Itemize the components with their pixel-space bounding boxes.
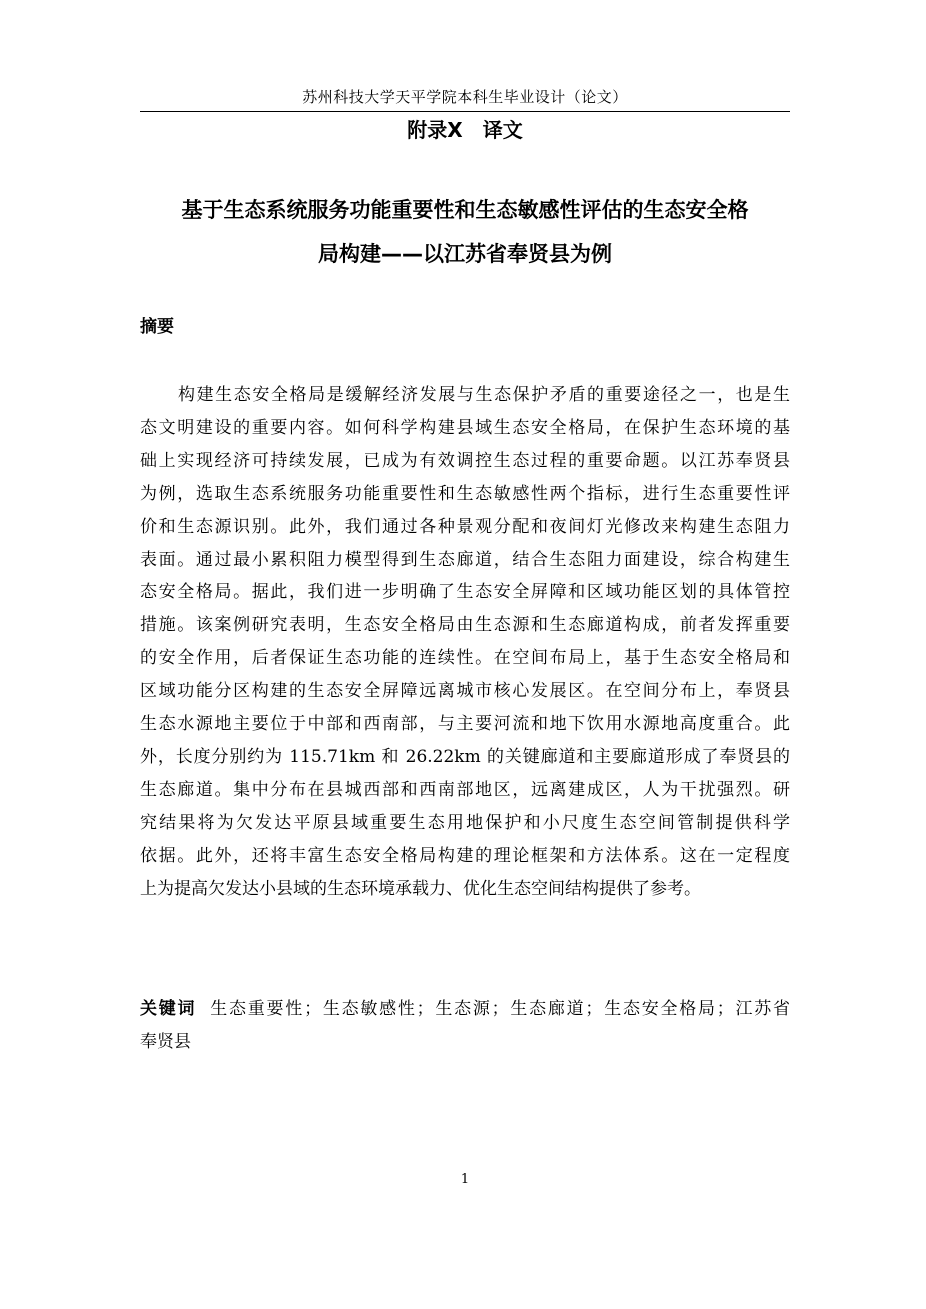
abstract-line: 上为提高欠发达小县域的生态环境承载力、优化生态空间结构提供了参考。 xyxy=(140,878,701,899)
paper-title xyxy=(140,188,790,276)
keywords-line xyxy=(140,993,790,1026)
paper-title-line: 基于生态系统服务功能重要性和生态敏感性评估的生态安全格 xyxy=(181,198,749,222)
abstract-line: 态文明建设的重要内容。如何科学构建县域生态安全格局，在保护生态环境的基 xyxy=(140,417,790,438)
page-number: 1 xyxy=(460,1172,470,1187)
keywords-section xyxy=(140,993,790,1059)
running-header: 苏州科技大学天平学院本科生毕业设计（论文） xyxy=(302,88,628,106)
keywords-label: 关键词 xyxy=(140,999,197,1019)
abstract-line: 表面。通过最小累积阻力模型得到生态廊道，结合生态阻力面建设，综合构建生 xyxy=(140,549,790,570)
abstract-line: 价和生态源识别。此外，我们通过各种景观分配和夜间灯光修改来构建生态阻力 xyxy=(140,516,790,537)
abstract-line: 区域功能分区构建的生态安全屏障远离城市核心发展区。在空间分布上，奉贤县 xyxy=(140,681,790,702)
abstract-line: 构建生态安全格局是缓解经济发展与生态保护矛盾的重要途径之一，也是生 xyxy=(178,385,790,405)
abstract-line: 外，长度分别约为 115.71km 和 26.22km 的关键廊道和主要廊道形成了奉贤县的 xyxy=(140,746,790,767)
abstract-heading: 摘要 xyxy=(140,317,174,337)
abstract-line: 础上实现经济可持续发展，已成为有效调控生态过程的重要命题。以江苏奉贤县 xyxy=(140,450,790,471)
appendix-title: 附录X 译文 xyxy=(407,118,523,142)
abstract-line: 依据。此外，还将丰富生态安全格局构建的理论框架和方法体系。这在一定程度 xyxy=(140,845,790,866)
keywords-list: 生态重要性；生态敏感性；生态源；生态廊道；生态安全格局；江苏省 xyxy=(210,999,791,1019)
abstract-line: 为例，选取生态系统服务功能重要性和生态敏感性两个指标，进行生态重要性评 xyxy=(140,483,790,504)
abstract-body xyxy=(140,379,790,906)
abstract-line: 态安全格局。据此，我们进一步明确了生态安全屏障和区域功能区划的具体管控 xyxy=(140,582,790,603)
header-rule xyxy=(140,111,790,112)
abstract-line: 生态廊道。集中分布在县城西部和西南部地区，远离建成区，人为干扰强烈。研 xyxy=(140,779,790,800)
abstract-line: 的安全作用，后者保证生态功能的连续性。在空间布局上，基于生态安全格局和 xyxy=(140,648,790,669)
paper-title-line: 局构建——以江苏省奉贤县为例 xyxy=(318,242,612,266)
keywords-continuation: 奉贤县 xyxy=(140,1032,191,1052)
abstract-line: 生态水源地主要位于中部和西南部，与主要河流和地下饮用水源地高度重合。此 xyxy=(140,714,790,735)
abstract-line: 究结果将为欠发达平原县域重要生态用地保护和小尺度生态空间管制提供科学 xyxy=(140,812,790,833)
abstract-line: 措施。该案例研究表明，生态安全格局由生态源和生态廊道构成，前者发挥重要 xyxy=(140,615,790,636)
